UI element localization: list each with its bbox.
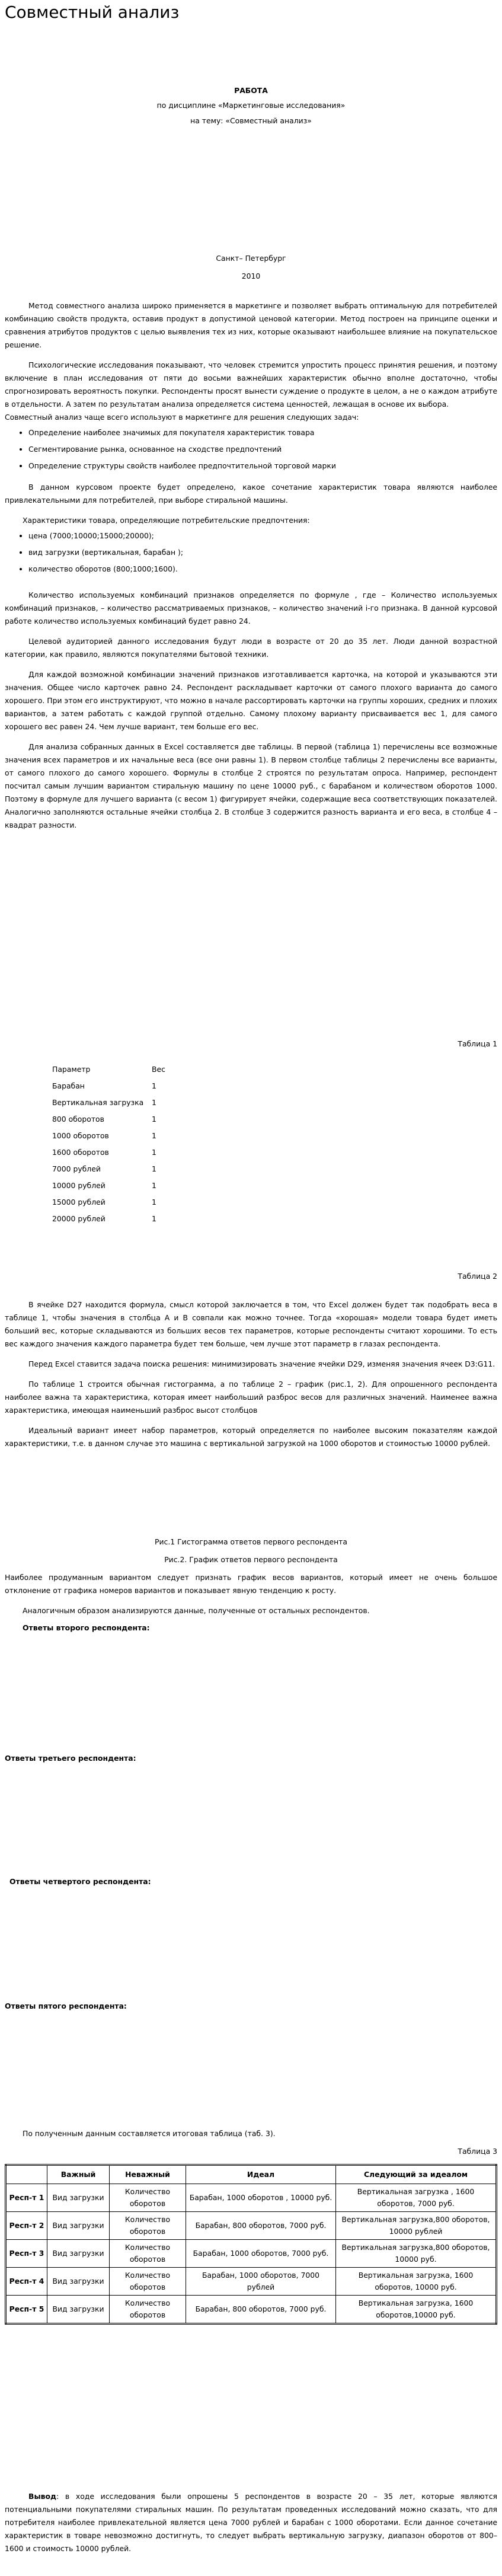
table-cell: 1 [152, 1214, 156, 1223]
table-cell: 1000 оборотов [52, 1131, 109, 1140]
analysis-paragraph-2: Перед Excel ставится задача поиска решения: минимизировать значение ячейки D29, изменяя значения ячеек D3:G11. [28, 1359, 495, 1368]
table-row [6, 2268, 497, 2296]
figure-2-caption: Рис.2. График ответов первого респондента [164, 1555, 338, 1564]
conclusion-section [5, 2490, 497, 2562]
table-row [52, 1061, 169, 1078]
intro-paragraph-1: Метод совместного анализа широко применяется в маркетинге и позволяет выбрать оптимальную для потребителей комбинацию свойств продукта, оставив продукт в допустимой ценовой категории. Метод построен на принципе оценки и сравнения атрибутов продуктов с целью выявления тех из них, которые оказывают наибольшее влияние на покупательское решение. [5, 301, 497, 349]
table-row [52, 1194, 169, 1211]
summary-intro: По полученным данным составляется итоговая таблица (таб. 3). [23, 2129, 276, 2138]
table1-wrapper [5, 1061, 497, 1227]
table-header-cell: Следующий за идеалом [336, 2165, 497, 2184]
tasks-list [5, 426, 497, 473]
table-cell: Вид загрузки [47, 2268, 110, 2296]
table-cell: Количество оборотов [110, 2240, 186, 2268]
list-item: • Определение структуры свойств наиболее предпочтительной торговой марки [28, 459, 497, 473]
list-item: • Определение наиболее значимых для покупателя характеристик товара [28, 426, 497, 439]
table-row [52, 1094, 169, 1111]
analysis-section [5, 1298, 497, 1457]
table-cell: Респ-т 2 [6, 2212, 47, 2240]
table-cell: 800 оборотов [52, 1115, 104, 1123]
table-row [52, 1161, 169, 1177]
cover-city: Санкт– Петербург [216, 254, 286, 263]
table-row [6, 2212, 497, 2240]
table-cell: 1 [152, 1098, 156, 1107]
figure-1-caption: Рис.1 Гистограмма ответов первого респондента [155, 1537, 347, 1546]
table-cell: Количество оборотов [110, 2268, 186, 2296]
characteristics-list [5, 529, 497, 576]
table-cell: Барабан, 1000 оборотов, 7000 рублей [186, 2268, 336, 2296]
table2-caption: Таблица 2 [458, 1272, 497, 1281]
table-cell: Респ-т 4 [6, 2268, 47, 2296]
table-cell: 1 [152, 1081, 156, 1090]
table-cell: Количество оборотов [110, 2184, 186, 2212]
table1-caption: Таблица 1 [458, 1039, 497, 1048]
table-row [52, 1078, 169, 1094]
table-cell: 1 [152, 1198, 156, 1206]
list-item: • вид загрузки (вертикальная, барабан ); [28, 546, 497, 559]
respondent-4-heading: Ответы четвертого респондента: [9, 1877, 151, 1886]
cover-topic: на тему: «Совместный анализ» [190, 116, 312, 125]
list-item: • цена (7000;10000;15000;20000); [28, 529, 497, 542]
analysis-paragraph-6: Аналогичным образом анализируются данные, полученные от остальных респондентов. [23, 1606, 370, 1615]
table-header-cell: Параметр [52, 1065, 91, 1074]
table-header-cell: Вес [152, 1065, 165, 1074]
conclusion-paragraph [5, 2490, 497, 2555]
table-row [52, 1128, 169, 1144]
table-cell: Вертикальная загрузка, 1600 оборотов,10000 руб. [336, 2296, 497, 2324]
table-header-cell [6, 2165, 47, 2184]
intro-paragraph-9: Для анализа собранных данных в Excel составляется две таблицы. В первой (таблица 1) перечислены все возможные значения всех параметров и их начальные веса (все они равны 1). В первом столбце таблицы 2 перечислены все варианты, от самого плохого до самого хорошего. Формулы в столбце 2 строятся по результатам опроса. Например, респондент посчитал самым лучшим вариантом стиральную машину по цене 10000 руб., с барабаном и количеством оборотов 1000. Поэтому в формуле для лучшего варианта (с весом 1) фигурирует ячейки, содержащие веса соответствующих показателей. Аналогично заполняются остальные ячейки столбца 2. В столбце 3 содержится разность варианта и его веса, в столбце 4 – квадрат разности. [5, 742, 497, 829]
table-cell: Респ-т 5 [6, 2296, 47, 2324]
table-cell: Вид загрузки [47, 2212, 110, 2240]
table-cell: Вертикальная загрузка,800 оборотов, 10000 рублей [336, 2212, 497, 2240]
table-header-cell: Неважный [110, 2165, 186, 2184]
intro-paragraph-3: Совместный анализ чаще всего используют в маркетинге для решения следующих задач: [5, 413, 359, 422]
table-cell: Вертикальная загрузка , 1600 оборотов, 7000 руб. [336, 2184, 497, 2212]
table-cell: Респ-т 1 [6, 2184, 47, 2212]
intro-paragraph-6: Количество используемых комбинаций признаков определяется по формуле , где – Количество используемых комбинаций признаков, – количество рассматриваемых признаков, – количество значений i-го признака. В данной курсовой работе количество используемых комбинаций будет равно 24. [5, 590, 497, 625]
table-cell: 1600 оборотов [52, 1148, 109, 1157]
cover-label: РАБОТА [234, 86, 268, 95]
conclusion-text: : в ходе исследования были опрошены 5 респондентов в возрасте 20 – 35 лет, которые являются потенциальными покупателями стиральных машин. По результатам проведенных исследований можно сказать, что для потребителя наиболее привлекательной является цена 7000 рублей и барабан с 1000 оборотами. Если данное сочетание характеристик в товаре невозможно достигнуть, то следует выбрать вертикальную загрузку, диапазон оборотов от 800–1600 и стоимость 10000 рублей. [5, 2492, 497, 2553]
respondent-5-heading: Ответы пятого респондента: [5, 2002, 127, 2010]
conclusion-bold-word: Вывод [28, 2492, 57, 2501]
table-row [6, 2296, 497, 2324]
table-cell: Барабан, 800 оборотов, 7000 руб. [186, 2212, 336, 2240]
analysis-paragraph-3: По таблице 1 строится обычная гистограмма, а по таблице 2 – график (рис.1, 2). Для опрошенного респондента наиболее важна та характеристика, которая имеет наибольший разброс весов для различных значений. Наименее важна характеристика, имеющая наименьший разброс высот столбцов [5, 1380, 497, 1415]
table-cell: 7000 рублей [52, 1164, 101, 1173]
intro-section [5, 299, 497, 839]
table-cell: Количество оборотов [110, 2212, 186, 2240]
table-row [6, 2165, 497, 2184]
intro-paragraph-4: В данном курсовом проекте будет определено, какое сочетание характеристик товара являются наиболее привлекательными для потребителей, при выборе стиральной машины. [5, 483, 497, 505]
table-cell: 1 [152, 1181, 156, 1190]
analysis-paragraph-5: Наиболее продуманным вариантом следует признать график весов вариантов, который имеет не очень большое отклонение от графика номеров вариантов и показывает явную тенденцию к росту. [5, 1573, 497, 1595]
intro-paragraph-8: Для каждой возможной комбинации значений признаков изготавливается карточка, на которой и указываются эти значения. Общее число карточек равно 24. Респондент раскладывает карточки от самого плохого варианта до самого хорошего. При этом его инструктируют, что можно в начале рассортировать карточки на группы хороших, средних и плохих вариантов, а затем работать с каждой группой отдельно. Самому плохому варианту присваивается вес 1, для самого хорошего вес равен 24. Чем лучше вариант, тем больше его вес. [5, 670, 497, 731]
table-cell: Количество оборотов [110, 2296, 186, 2324]
table-header-cell: Важный [47, 2165, 110, 2184]
table-cell: 10000 рублей [52, 1181, 105, 1190]
table-row [52, 1111, 169, 1128]
table3-wrapper [5, 2164, 497, 2325]
table-row [52, 1177, 169, 1194]
table3 [5, 2164, 497, 2325]
table-cell: 15000 рублей [52, 1198, 105, 1206]
table-cell: 1 [152, 1164, 156, 1173]
analysis-paragraph-4: Идеальный вариант имеет набор параметров, который определяется по наиболее высоким показателям каждой характеристики, т.е. в данном случае это машина с вертикальной загрузкой на 1000 оборотов и стоимостью 10000 рублей. [5, 1426, 497, 1448]
intro-paragraph-5: Характеристики товара, определяющие потребительские предпочтения: [23, 516, 310, 525]
analysis-section-2 [5, 1571, 497, 1624]
table-row [6, 2240, 497, 2268]
table-cell: Барабан, 1000 оборотов , 10000 руб. [186, 2184, 336, 2212]
cover-discipline: по дисциплине «Маркетинговые исследования» [156, 101, 346, 110]
list-item: • количество оборотов (800;1000;1600). [28, 563, 497, 576]
document-title: Совместный анализ [5, 2, 180, 22]
intro-paragraph-2: Психологические исследования показывают, что человек стремится упростить процесс принятия решения, и поэтому включение в план исследования от пяти до восьми важнейших характеристик обычно вполне достаточно, чтобы спрогнозировать вероятность покупки. Респонденты просят вынести суждение о продукте в целом, а не о каждом атрибуте в отдельности. А затем по результатам анализа определяется система ценностей, лежащая в основе их выбора. [5, 360, 497, 408]
respondent-3-heading: Ответы третьего респондента: [5, 1754, 136, 1763]
table-row [6, 2184, 497, 2212]
table-cell: Вертикальная загрузка,800 оборотов, 10000 руб. [336, 2240, 497, 2268]
table-header-cell: Идеал [186, 2165, 336, 2184]
intro-paragraph-7: Целевой аудиторией данного исследования будут люди в возрасте от 20 до 35 лет. Люди данной возрастной категории, как правило, являются покупателями бытовой техники. [5, 637, 497, 659]
table-cell: Респ-т 3 [6, 2240, 47, 2268]
table-cell: Вид загрузки [47, 2296, 110, 2324]
table-row [52, 1144, 169, 1161]
table3-caption: Таблица 3 [458, 2147, 497, 2156]
list-item: • Сегментирование рынка, основанное на сходстве предпочтений [28, 443, 497, 456]
table-cell: 1 [152, 1148, 156, 1157]
table-cell: Вид загрузки [47, 2184, 110, 2212]
table1 [52, 1061, 169, 1227]
table-cell: Вертикальная загрузка [52, 1098, 144, 1107]
analysis-paragraph-1: В ячейке D27 находится формула, смысл которой заключается в том, что Excel должен будет так подобрать веса в таблице 1, чтобы значения в столбца A и B совпали как можно точнее. Тогда «хорошая» модели товара будет иметь больший вес, которые складываются из больших весов тех параметров, которые респонденты считают хорошими. То есть вес каждого значения каждого параметра будет тем больше, чем лучше этот параметр в глазах респондента. [5, 1300, 497, 1348]
respondent-2-heading: Ответы второго респондента: [23, 1623, 150, 1632]
table-cell: 20000 рублей [52, 1214, 105, 1223]
table-cell: Барабан, 1000 оборотов, 7000 руб. [186, 2240, 336, 2268]
table-cell: Барабан, 800 оборотов, 7000 руб. [186, 2296, 336, 2324]
cover-year: 2010 [241, 272, 261, 280]
table-cell: Вид загрузки [47, 2240, 110, 2268]
table-cell: 1 [152, 1115, 156, 1123]
table-cell: Вертикальная загрузка, 1600 оборотов, 10000 руб. [336, 2268, 497, 2296]
table-cell: 1 [152, 1131, 156, 1140]
table-cell: Барабан [52, 1081, 85, 1090]
table-row [52, 1211, 169, 1227]
